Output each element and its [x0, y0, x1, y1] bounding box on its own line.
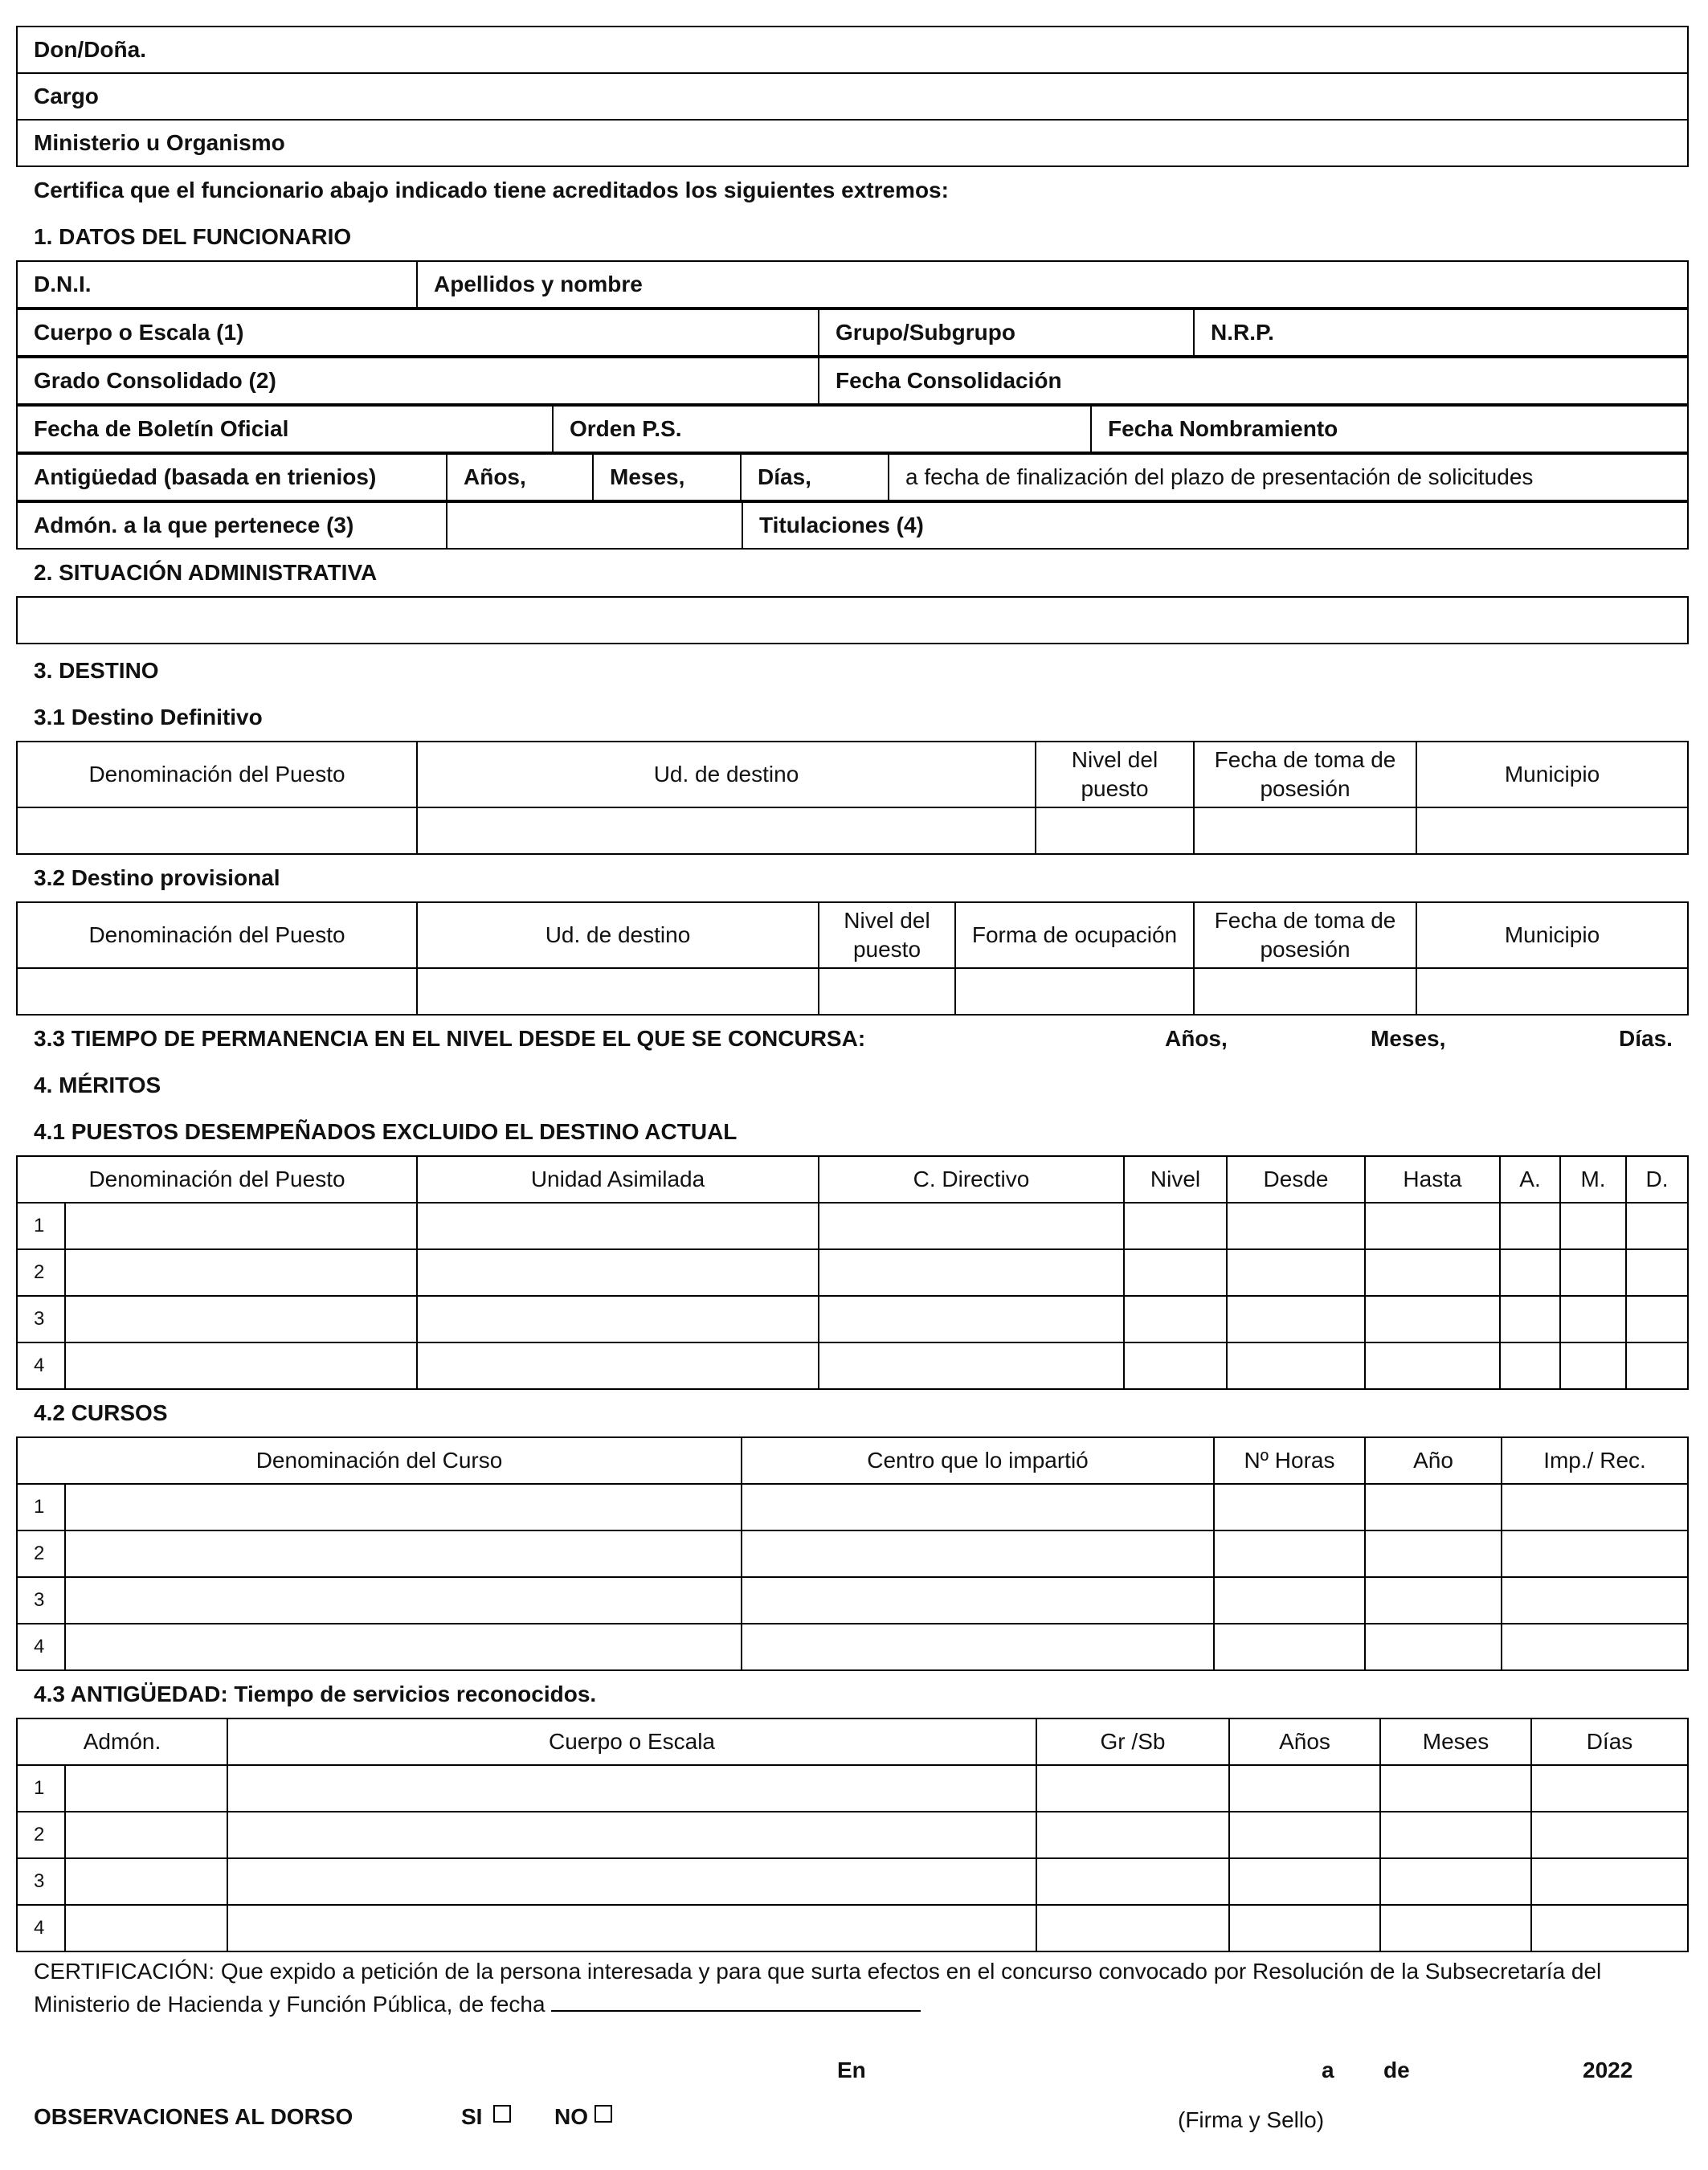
antiguedad-table — [16, 1718, 1689, 1952]
footer-a: a — [1322, 2058, 1334, 2082]
antig-cell[interactable] — [65, 1858, 227, 1905]
puestos-col-a: A. — [1500, 1156, 1560, 1203]
fecha-boletin-field[interactable] — [17, 406, 553, 452]
cursos-cell[interactable] — [1502, 1624, 1688, 1670]
table-row — [17, 1249, 1688, 1296]
prov-col-forma: Forma de ocupación — [955, 902, 1194, 968]
puestos-cell[interactable] — [1560, 1296, 1626, 1342]
no-checkbox-icon[interactable] — [595, 2105, 612, 2123]
table-row — [17, 1624, 1688, 1670]
cursos-cell[interactable] — [742, 1530, 1214, 1577]
def-cell[interactable] — [1036, 807, 1194, 854]
puestos-cell[interactable] — [65, 1203, 417, 1249]
table-row — [17, 1484, 1688, 1530]
antiguedad-label: Antigüedad (basada en trienios) — [34, 464, 377, 489]
prov-cell[interactable] — [1416, 968, 1688, 1015]
puestos-cell[interactable] — [1365, 1249, 1500, 1296]
datos-funcionario-table-c — [16, 357, 1689, 405]
dni-label: D.N.I. — [34, 272, 92, 296]
row-number: 2 — [17, 1812, 65, 1858]
puestos-cell[interactable] — [1560, 1342, 1626, 1389]
cursos-cell[interactable] — [742, 1577, 1214, 1624]
admon-field[interactable] — [17, 502, 447, 549]
no-label: NO — [554, 2104, 588, 2129]
antig-cell[interactable] — [65, 1765, 227, 1812]
def-col-puesto: Denominación del Puesto — [17, 742, 417, 807]
table-row — [17, 1530, 1688, 1577]
tiempo-permanencia-label: 3.3 TIEMPO DE PERMANENCIA EN EL NIVEL DESDE EL QUE SE CONCURSA: — [34, 1026, 866, 1051]
si-label: SI — [461, 2104, 483, 2129]
table-row — [17, 1203, 1688, 1249]
certificacion-line-2-text: Ministerio de Hacienda y Función Pública, de fecha — [34, 1992, 545, 2017]
row-number: 3 — [17, 1858, 65, 1905]
puestos-cell[interactable] — [1626, 1249, 1688, 1296]
cursos-col-denominacion: Denominación del Curso — [17, 1437, 742, 1484]
prov-col-ud: Ud. de destino — [417, 902, 819, 968]
row-number: 2 — [17, 1530, 65, 1577]
table-row — [17, 1342, 1688, 1389]
puestos-cell[interactable] — [417, 1342, 819, 1389]
puestos-col-desde: Desde — [1227, 1156, 1365, 1203]
nrp-field[interactable] — [1194, 309, 1688, 356]
cursos-cell[interactable] — [742, 1484, 1214, 1530]
antig-cell[interactable] — [65, 1812, 227, 1858]
fecha-boletin-label: Fecha de Boletín Oficial — [34, 416, 289, 441]
cursos-col-horas: Nº Horas — [1214, 1437, 1365, 1484]
table-row — [17, 1812, 1688, 1858]
row-number: 4 — [17, 1624, 65, 1670]
antig-col-admon: Admón. — [17, 1718, 227, 1765]
puestos-cell[interactable] — [1227, 1296, 1365, 1342]
cursos-cell[interactable] — [65, 1484, 742, 1530]
puestos-cell[interactable] — [819, 1296, 1124, 1342]
tiempo-permanencia-row — [16, 1016, 1689, 1062]
orden-ps-field[interactable] — [553, 406, 1091, 452]
row-number: 1 — [17, 1484, 65, 1530]
cursos-cell[interactable] — [1214, 1624, 1365, 1670]
datos-funcionario-table-e — [16, 453, 1689, 501]
destino-provisional-table — [16, 901, 1689, 1016]
prov-cell[interactable] — [819, 968, 955, 1015]
def-cell[interactable] — [1416, 807, 1688, 854]
cargo-label: Cargo — [34, 84, 99, 108]
table-row — [17, 1905, 1688, 1951]
puestos-cell[interactable] — [1227, 1249, 1365, 1296]
cursos-cell[interactable] — [1365, 1484, 1502, 1530]
certificacion-text — [16, 1955, 1689, 2021]
puestos-cell[interactable] — [65, 1342, 417, 1389]
puestos-table — [16, 1155, 1689, 1390]
puestos-cell[interactable] — [1124, 1249, 1227, 1296]
si-option[interactable] — [461, 2104, 511, 2130]
admon-label: Admón. a la que pertenece (3) — [34, 513, 354, 537]
header-table — [16, 26, 1689, 167]
row-number: 1 — [17, 1203, 65, 1249]
row-number: 3 — [17, 1577, 65, 1624]
grado-field[interactable] — [17, 358, 819, 404]
def-cell[interactable] — [17, 807, 417, 854]
datos-funcionario-table-d — [16, 405, 1689, 453]
cursos-col-ano: Año — [1365, 1437, 1502, 1484]
row-number: 1 — [17, 1765, 65, 1812]
row-number: 3 — [17, 1296, 65, 1342]
titulaciones-field[interactable] — [742, 502, 1688, 549]
datos-funcionario-table-f — [16, 501, 1689, 550]
anos-field[interactable] — [447, 454, 593, 501]
dias-label: Días, — [758, 464, 811, 489]
puestos-col-m: M. — [1560, 1156, 1626, 1203]
prov-cell[interactable] — [1194, 968, 1416, 1015]
fecha-nombramiento-label: Fecha Nombramiento — [1108, 416, 1338, 441]
puestos-cell[interactable] — [1560, 1249, 1626, 1296]
prov-cell[interactable] — [417, 968, 819, 1015]
cursos-title: 4.2 CURSOS — [34, 1400, 168, 1425]
puestos-cell[interactable] — [417, 1296, 819, 1342]
a-fecha-text — [889, 454, 1688, 501]
ministerio-field[interactable] — [17, 120, 1688, 166]
puestos-cell[interactable] — [1124, 1203, 1227, 1249]
footer-en: En — [837, 2058, 866, 2082]
titulaciones-label: Titulaciones (4) — [759, 513, 924, 537]
antig-cell[interactable] — [1531, 1858, 1688, 1905]
tiempo-meses: Meses, — [1371, 1026, 1446, 1051]
puestos-cell[interactable] — [1626, 1203, 1688, 1249]
antig-cell[interactable] — [227, 1765, 1036, 1812]
puestos-col-d: D. — [1626, 1156, 1688, 1203]
antig-cell[interactable] — [1229, 1765, 1380, 1812]
puestos-title: 4.1 PUESTOS DESEMPEÑADOS EXCLUIDO EL DESTINO ACTUAL — [34, 1119, 738, 1144]
antig-col-meses: Meses — [1380, 1718, 1531, 1765]
prov-cell[interactable] — [955, 968, 1194, 1015]
puestos-cell[interactable] — [1500, 1249, 1560, 1296]
antig-cell[interactable] — [1229, 1905, 1380, 1951]
observaciones-label: OBSERVACIONES AL DORSO — [34, 2104, 353, 2129]
cursos-cell[interactable] — [1502, 1530, 1688, 1577]
def-cell[interactable] — [417, 807, 1036, 854]
puestos-cell[interactable] — [819, 1249, 1124, 1296]
antig-cell[interactable] — [1531, 1812, 1688, 1858]
datos-funcionario-table-b — [16, 309, 1689, 357]
puestos-col-unidad: Unidad Asimilada — [417, 1156, 819, 1203]
meses-label: Meses, — [610, 464, 685, 489]
datos-funcionario-table-a — [16, 260, 1689, 309]
table-row — [17, 1858, 1688, 1905]
def-col-fecha: Fecha de toma de posesión — [1194, 742, 1416, 807]
puestos-cell[interactable] — [65, 1296, 417, 1342]
cuerpo-field[interactable] — [17, 309, 819, 356]
apellidos-label: Apellidos y nombre — [434, 272, 643, 296]
puestos-cell[interactable] — [417, 1249, 819, 1296]
cursos-cell[interactable] — [1502, 1484, 1688, 1530]
puestos-cell[interactable] — [1365, 1342, 1500, 1389]
cursos-cell[interactable] — [65, 1624, 742, 1670]
apellidos-field[interactable] — [417, 261, 1688, 308]
antiguedad-field[interactable] — [17, 454, 447, 501]
ministerio-label: Ministerio u Organismo — [34, 130, 285, 155]
no-option[interactable] — [554, 2104, 612, 2130]
antig-col-grsb: Gr /Sb — [1036, 1718, 1229, 1765]
cursos-cell[interactable] — [1365, 1530, 1502, 1577]
puestos-cell[interactable] — [1124, 1342, 1227, 1389]
puestos-cell[interactable] — [1500, 1296, 1560, 1342]
puestos-cell[interactable] — [1365, 1296, 1500, 1342]
admon-value[interactable] — [447, 502, 742, 549]
certificacion-line-2 — [34, 1988, 1689, 2021]
cargo-field[interactable] — [17, 73, 1688, 120]
row-number: 2 — [17, 1249, 65, 1296]
antig-cell[interactable] — [1229, 1858, 1380, 1905]
certifica-text: Certifica que el funcionario abajo indicado tiene acreditados los siguientes extremos: — [34, 178, 949, 202]
puestos-cell[interactable] — [1500, 1342, 1560, 1389]
fecha-consolidacion-label: Fecha Consolidación — [836, 368, 1062, 393]
antig-cell[interactable] — [227, 1858, 1036, 1905]
antiguedad-title: 4.3 ANTIGÜEDAD: Tiempo de servicios reconocidos. — [34, 1682, 597, 1706]
footer — [16, 2021, 1689, 2149]
prov-col-nivel: Nivel del puesto — [819, 902, 955, 968]
cursos-cell[interactable] — [65, 1577, 742, 1624]
puestos-cell[interactable] — [1560, 1203, 1626, 1249]
def-cell[interactable] — [1194, 807, 1416, 854]
si-checkbox-icon[interactable] — [493, 2105, 511, 2123]
antig-cell[interactable] — [1036, 1812, 1229, 1858]
orden-ps-label: Orden P.S. — [570, 416, 682, 441]
puestos-cell[interactable] — [1626, 1342, 1688, 1389]
anos-label: Años, — [464, 464, 526, 489]
destino-definitivo-table — [16, 741, 1689, 855]
puestos-cell[interactable] — [819, 1203, 1124, 1249]
antig-cell[interactable] — [1036, 1905, 1229, 1951]
row-number: 4 — [17, 1342, 65, 1389]
puestos-cell[interactable] — [1124, 1296, 1227, 1342]
antig-cell[interactable] — [1531, 1765, 1688, 1812]
firma-sello: (Firma y Sello) — [1178, 2107, 1325, 2132]
cursos-cell[interactable] — [1365, 1577, 1502, 1624]
puestos-cell[interactable] — [819, 1342, 1124, 1389]
antig-cell[interactable] — [1380, 1905, 1531, 1951]
cursos-cell[interactable] — [65, 1530, 742, 1577]
footer-de: de — [1383, 2058, 1410, 2082]
antig-cell[interactable] — [227, 1812, 1036, 1858]
antig-col-cuerpo: Cuerpo o Escala — [227, 1718, 1036, 1765]
cuerpo-label: Cuerpo o Escala (1) — [34, 320, 244, 345]
antig-cell[interactable] — [1036, 1765, 1229, 1812]
puestos-col-hasta: Hasta — [1365, 1156, 1500, 1203]
table-row — [17, 1577, 1688, 1624]
cursos-cell[interactable] — [1214, 1577, 1365, 1624]
puestos-cell[interactable] — [1626, 1296, 1688, 1342]
cursos-cell[interactable] — [1214, 1530, 1365, 1577]
row-number: 4 — [17, 1905, 65, 1951]
puestos-cell[interactable] — [1500, 1203, 1560, 1249]
section-2-title: 2. SITUACIÓN ADMINISTRATIVA — [34, 560, 378, 585]
destino-provisional-title: 3.2 Destino provisional — [34, 865, 280, 890]
antig-col-anos: Años — [1229, 1718, 1380, 1765]
situacion-field[interactable] — [17, 597, 1688, 644]
footer-year: 2022 — [1583, 2058, 1633, 2082]
dni-field[interactable] — [17, 261, 417, 308]
cursos-col-imp: Imp./ Rec. — [1502, 1437, 1688, 1484]
antig-cell[interactable] — [1531, 1905, 1688, 1951]
dias-field[interactable] — [741, 454, 889, 501]
puestos-cell[interactable] — [65, 1249, 417, 1296]
form-wrapper — [16, 26, 1689, 2149]
cursos-cell[interactable] — [1502, 1577, 1688, 1624]
don-dona-field[interactable] — [17, 27, 1688, 73]
def-col-nivel: Nivel del puesto — [1036, 742, 1194, 807]
def-col-ud: Ud. de destino — [417, 742, 1036, 807]
destino-definitivo-title: 3.1 Destino Definitivo — [34, 705, 263, 729]
section-1-title: 1. DATOS DEL FUNCIONARIO — [34, 224, 352, 249]
fecha-consolidacion-field[interactable] — [819, 358, 1688, 404]
def-col-municipio: Municipio — [1416, 742, 1688, 807]
antig-cell[interactable] — [227, 1905, 1036, 1951]
puestos-cell[interactable] — [1227, 1203, 1365, 1249]
certificacion-line-1: CERTIFICACIÓN: Que expido a petición de la persona interesada y para que surta efectos en el concurso convocado por Resolución de la Subsecretaría del — [34, 1959, 1602, 1984]
grado-label: Grado Consolidado (2) — [34, 368, 276, 393]
meses-field[interactable] — [593, 454, 741, 501]
cursos-table — [16, 1436, 1689, 1671]
antig-cell[interactable] — [1229, 1812, 1380, 1858]
antig-col-dias: Días — [1531, 1718, 1688, 1765]
a-fecha-label: a fecha de finalización del plazo de presentación de solicitudes — [905, 464, 1534, 489]
antig-cell[interactable] — [1036, 1858, 1229, 1905]
table-row — [17, 1765, 1688, 1812]
tiempo-anos: Años, — [1165, 1026, 1228, 1051]
puestos-cell[interactable] — [1365, 1203, 1500, 1249]
puestos-col-nivel: Nivel — [1124, 1156, 1227, 1203]
cursos-cell[interactable] — [1214, 1484, 1365, 1530]
antig-cell[interactable] — [1380, 1765, 1531, 1812]
cursos-cell[interactable] — [742, 1624, 1214, 1670]
nrp-label: N.R.P. — [1211, 320, 1274, 345]
don-dona-label: Don/Doña. — [34, 37, 146, 62]
grupo-field[interactable] — [819, 309, 1194, 356]
antig-cell[interactable] — [1380, 1858, 1531, 1905]
prov-cell[interactable] — [17, 968, 417, 1015]
puestos-col-directivo: C. Directivo — [819, 1156, 1124, 1203]
puestos-col-denominacion: Denominación del Puesto — [17, 1156, 417, 1203]
fecha-blank-line[interactable] — [551, 1988, 921, 2012]
grupo-label: Grupo/Subgrupo — [836, 320, 1015, 345]
prov-col-municipio: Municipio — [1416, 902, 1688, 968]
antig-cell[interactable] — [65, 1905, 227, 1951]
antig-cell[interactable] — [1380, 1812, 1531, 1858]
section-3-title: 3. DESTINO — [34, 658, 159, 683]
section-4-title: 4. MÉRITOS — [34, 1073, 161, 1097]
situacion-table — [16, 596, 1689, 644]
cursos-cell[interactable] — [1365, 1624, 1502, 1670]
table-row — [17, 1296, 1688, 1342]
prov-col-puesto: Denominación del Puesto — [17, 902, 417, 968]
tiempo-dias: Días. — [1619, 1026, 1673, 1051]
puestos-cell[interactable] — [1227, 1342, 1365, 1389]
prov-col-fecha: Fecha de toma de posesión — [1194, 902, 1416, 968]
puestos-cell[interactable] — [417, 1203, 819, 1249]
fecha-nombramiento-field[interactable] — [1091, 406, 1688, 452]
cursos-col-centro: Centro que lo impartió — [742, 1437, 1214, 1484]
